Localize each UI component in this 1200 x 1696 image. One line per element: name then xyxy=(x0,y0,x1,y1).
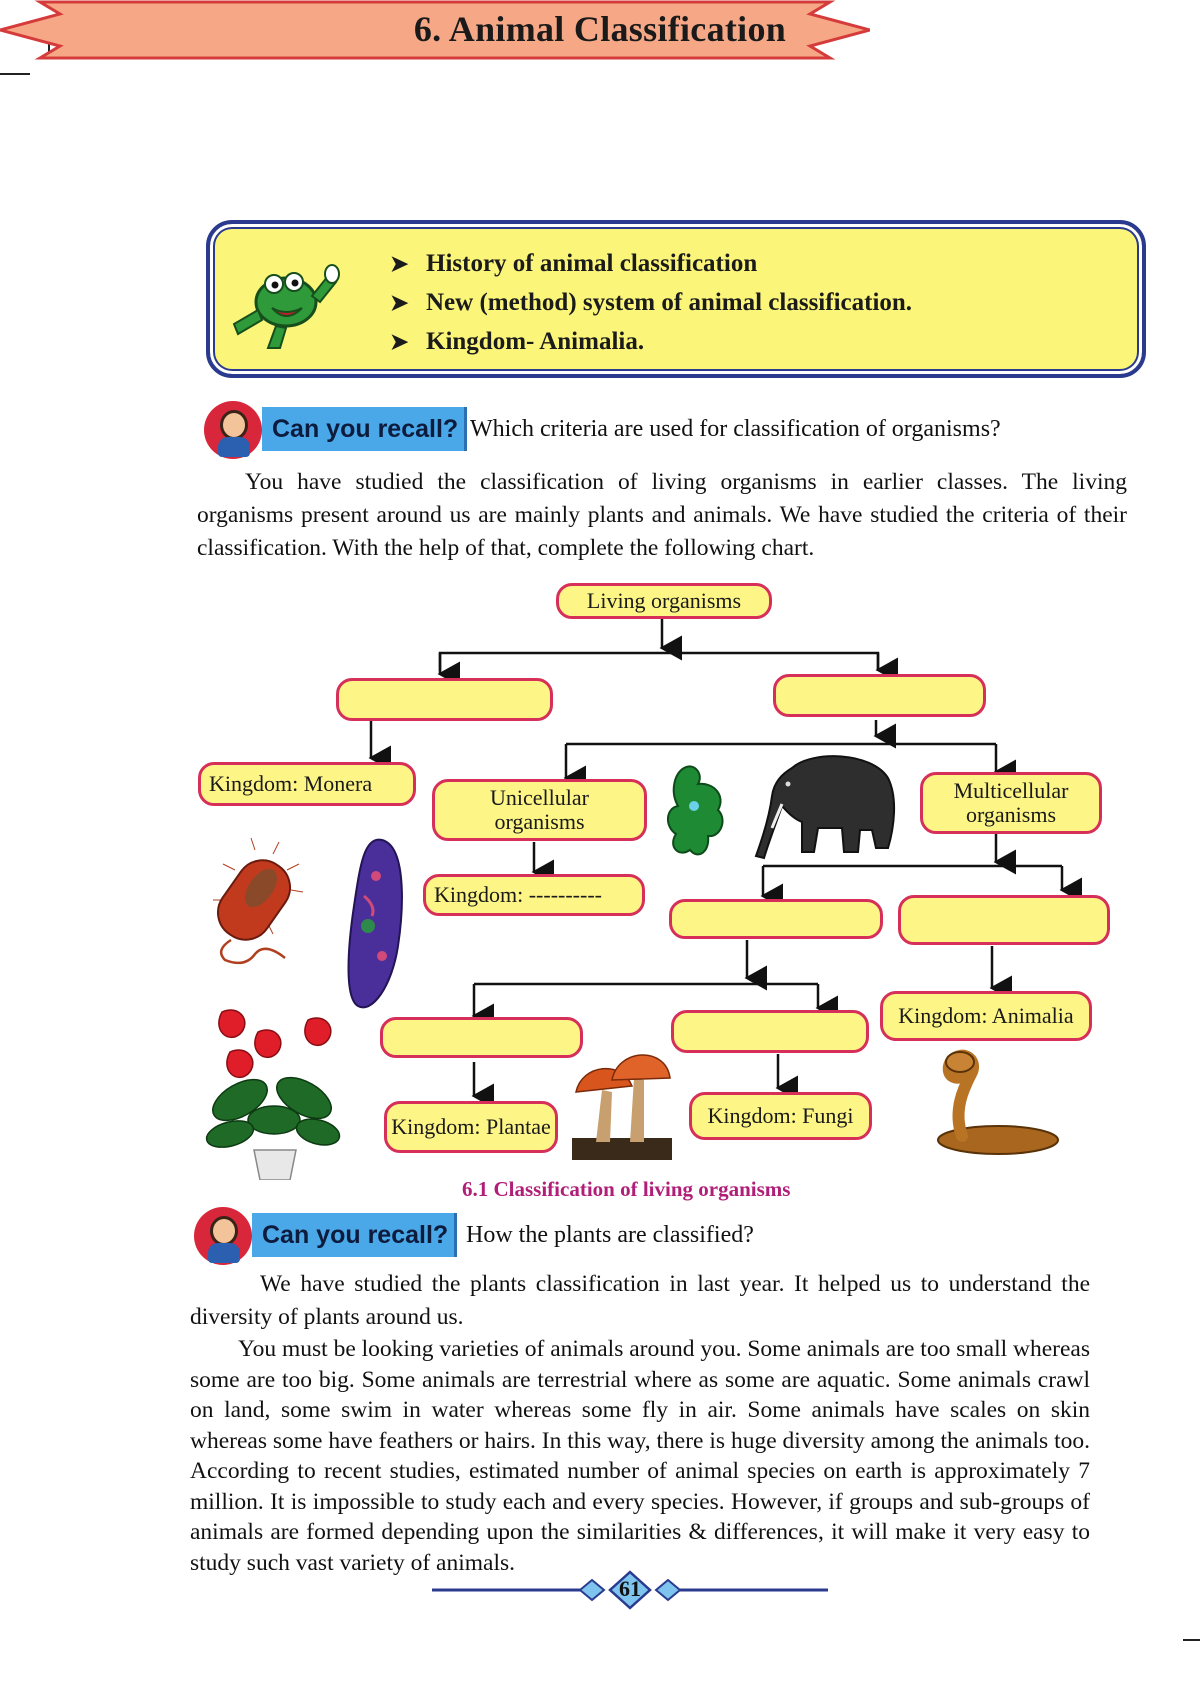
chart-node-blank xyxy=(669,899,883,939)
recall-tag: Can you recall? xyxy=(262,407,467,451)
crop-mark xyxy=(1183,1639,1200,1641)
topic-item: ➤ Kingdom- Animalia. xyxy=(390,322,912,361)
chart-node-living-organisms: Living organisms xyxy=(556,583,772,619)
chart-node-blank xyxy=(380,1017,583,1058)
anthurium-plant-icon xyxy=(200,1000,350,1180)
topic-list xyxy=(390,244,912,361)
page-footer xyxy=(430,1570,830,1610)
page-number: 61 xyxy=(619,1576,641,1601)
chart-node-blank xyxy=(773,674,986,717)
chart-node-multicellular: Multicellular organisms xyxy=(920,772,1102,834)
topic-item: ➤ New (method) system of animal classification. xyxy=(390,283,912,322)
arrow-bullet-icon: ➤ xyxy=(390,251,409,276)
chart-node-blank xyxy=(898,895,1110,945)
paramecium-icon xyxy=(342,836,412,1016)
girl-avatar-icon xyxy=(204,401,262,459)
chart-node-animalia: Kingdom: Animalia xyxy=(880,991,1092,1041)
amoeba-icon xyxy=(664,762,730,862)
frog-mascot-icon xyxy=(224,254,344,354)
chapter-title: 6. Animal Classification xyxy=(413,9,787,49)
chart-node-fungi: Kingdom: Fungi xyxy=(689,1092,872,1140)
can-you-recall-block xyxy=(204,401,1104,459)
mushroom-icon xyxy=(572,1030,672,1160)
chart-node-plantae: Kingdom: Plantae xyxy=(384,1101,558,1153)
can-you-recall-block xyxy=(194,1207,1094,1265)
girl-avatar-icon xyxy=(194,1207,252,1265)
chart-node-monera: Kingdom: Monera xyxy=(198,762,416,806)
elephant-icon xyxy=(752,748,902,868)
arrow-bullet-icon: ➤ xyxy=(390,329,409,354)
crop-mark xyxy=(0,73,30,75)
chart-node-blank xyxy=(671,1010,869,1053)
chart-node-blank xyxy=(336,678,553,721)
section-heading: 6.1 Classification of living organisms xyxy=(462,1177,791,1201)
topic-box xyxy=(206,220,1146,378)
cobra-icon xyxy=(922,1048,1062,1158)
intro-paragraph: You have studied the classification of living organisms in earlier classes. The living organisms present around us are mainly plants and animals. We have studied the criteria of their classification. With the help of that, complete the following chart. xyxy=(197,469,1127,561)
body-paragraph: You must be looking varieties of animals around you. Some animals are too small whereas some are too big. Some animals are terrestrial where as some are aquatic. Some animals crawl on land, some swim in water whereas some fly in air. Some animals have scales on skin whereas some have feathers or hairs. In this way, there is huge diversity among the animals too. According to recent studies, estimated number of animal species on earth is approximately 7 million. It is impossible to study each and every species. However, if groups and sub-groups of animals are formed depending upon the similarities & differences, it will make it very easy to study such vast variety of animals. xyxy=(190,1336,1090,1576)
chart-node-unicellular: Unicellular organisms xyxy=(432,779,647,841)
topic-item: ➤ History of animal classification xyxy=(390,244,912,283)
body-paragraph: We have studied the plants classification in last year. It helped us to understand the diversity of plants around us. xyxy=(190,1271,1090,1330)
chart-node-kingdom-blank: Kingdom: ---------- xyxy=(423,874,645,916)
arrow-bullet-icon: ➤ xyxy=(390,290,409,315)
chapter-banner xyxy=(0,0,870,60)
bacterium-icon xyxy=(195,830,325,970)
recall-question: How the plants are classified? xyxy=(466,1222,754,1248)
recall-tag: Can you recall? xyxy=(252,1213,457,1257)
recall-question: Which criteria are used for classification of organisms? xyxy=(470,416,1001,442)
